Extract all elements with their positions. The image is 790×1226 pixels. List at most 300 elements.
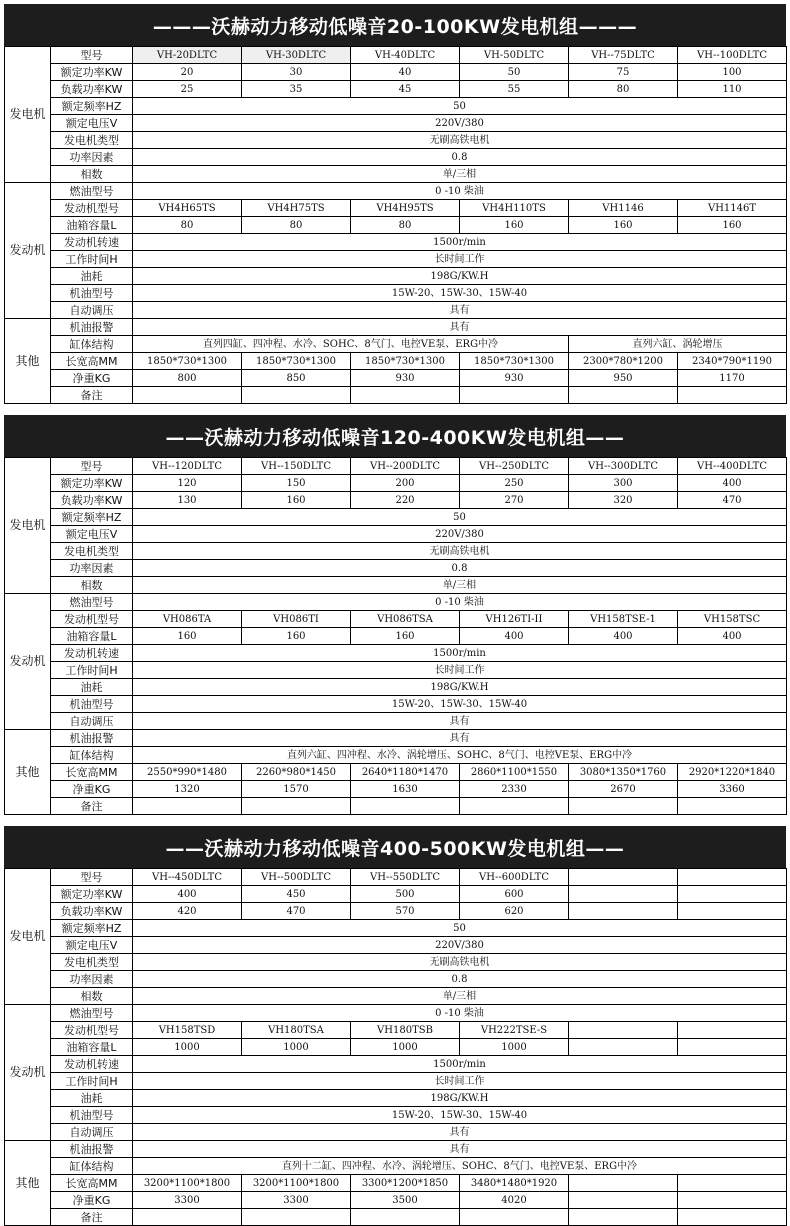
row-label: 备注 <box>51 1209 133 1226</box>
value-cell: 单/三相 <box>133 577 787 594</box>
row-dims <box>5 764 787 781</box>
empty-cell <box>242 798 351 815</box>
row-label: 相数 <box>51 988 133 1005</box>
model-cell: VH--120DLTC <box>133 458 242 475</box>
row-phases <box>5 577 787 594</box>
empty-cell <box>569 798 678 815</box>
row-label: 额定功率KW <box>51 64 133 81</box>
row-work-time <box>5 251 787 268</box>
value-cell: 1850*730*1300 <box>133 353 242 370</box>
row-label: 长宽高MM <box>51 1175 133 1192</box>
value-cell: 3500 <box>351 1192 460 1209</box>
row-model <box>5 47 787 64</box>
value-cell: 55 <box>460 81 569 98</box>
value-cell: 无刷高铁电机 <box>133 543 787 560</box>
row-gen-type <box>5 954 787 971</box>
value-cell: 无刷高铁电机 <box>133 954 787 971</box>
value-cell: 2670 <box>569 781 678 798</box>
value-cell: 长时间工作 <box>133 662 787 679</box>
value-cell <box>678 1192 787 1209</box>
value-cell: 160 <box>242 492 351 509</box>
row-label: 燃油型号 <box>51 594 133 611</box>
value-cell: 1500r/min <box>133 1056 787 1073</box>
row-auto-reg <box>5 302 787 319</box>
value-cell: 850 <box>242 370 351 387</box>
model-cell: VH--450DLTC <box>133 869 242 886</box>
row-label: 额定频率HZ <box>51 98 133 115</box>
value-cell: 160 <box>242 628 351 645</box>
section-400-500kw <box>4 826 786 1226</box>
row-tank <box>5 1039 787 1056</box>
row-label: 净重KG <box>51 1192 133 1209</box>
row-label: 负载功率KW <box>51 903 133 920</box>
row-weight <box>5 370 787 387</box>
model-cell: VH-40DLTC <box>351 47 460 64</box>
value-cell: 长时间工作 <box>133 1073 787 1090</box>
value-cell: 130 <box>133 492 242 509</box>
value-cell: 1850*730*1300 <box>351 353 460 370</box>
row-label: 负载功率KW <box>51 492 133 509</box>
value-cell: 0 -10 柴油 <box>133 594 787 611</box>
value-cell: 800 <box>133 370 242 387</box>
model-cell: VH--500DLTC <box>242 869 351 886</box>
empty-cell <box>133 387 242 404</box>
value-cell: 400 <box>460 628 569 645</box>
value-cell: 20 <box>133 64 242 81</box>
row-label: 自动调压 <box>51 1124 133 1141</box>
empty-cell <box>242 1209 351 1226</box>
row-label: 发动机型号 <box>51 1022 133 1039</box>
model-cell: VH-20DLTC <box>133 47 242 64</box>
empty-cell <box>678 1209 787 1226</box>
value-cell: 110 <box>678 81 787 98</box>
value-cell: 4020 <box>460 1192 569 1209</box>
value-cell: 470 <box>242 903 351 920</box>
row-fuel-consumption <box>5 679 787 696</box>
model-cell: VH-50DLTC <box>460 47 569 64</box>
value-cell: 1000 <box>351 1039 460 1056</box>
value-cell <box>569 1192 678 1209</box>
value-cell <box>569 1022 678 1039</box>
row-rated-freq <box>5 920 787 937</box>
row-oil-type <box>5 696 787 713</box>
row-label: 负载功率KW <box>51 81 133 98</box>
value-cell: 220 <box>351 492 460 509</box>
row-load-power <box>5 492 787 509</box>
row-label: 油箱容量L <box>51 217 133 234</box>
value-cell: 50 <box>460 64 569 81</box>
group-engine: 发动机 <box>5 183 51 319</box>
row-phases <box>5 166 787 183</box>
value-cell: 45 <box>351 81 460 98</box>
value-cell: 150 <box>242 475 351 492</box>
value-cell: 35 <box>242 81 351 98</box>
value-cell: 30 <box>242 64 351 81</box>
row-label: 额定电压V <box>51 937 133 954</box>
value-cell: 15W-20、15W-30、15W-40 <box>133 285 787 302</box>
model-cell: VH--300DLTC <box>569 458 678 475</box>
group-other: 其他 <box>5 319 51 404</box>
value-cell: 320 <box>569 492 678 509</box>
row-label: 油箱容量L <box>51 628 133 645</box>
value-cell: 直列四缸、四冲程、水冷、SOHC、8气门、电控VE泵、ERG中冷 <box>133 336 569 353</box>
model-cell: VH--150DLTC <box>242 458 351 475</box>
row-rated-freq <box>5 98 787 115</box>
empty-cell <box>678 387 787 404</box>
model-cell: VH--100DLTC <box>678 47 787 64</box>
row-label: 油耗 <box>51 1090 133 1107</box>
row-label: 油耗 <box>51 679 133 696</box>
value-cell <box>678 1175 787 1192</box>
value-cell <box>678 1022 787 1039</box>
row-label: 型号 <box>51 869 133 886</box>
empty-cell <box>133 1209 242 1226</box>
row-label: 额定电压V <box>51 115 133 132</box>
value-cell: 160 <box>133 628 242 645</box>
model-cell: VH--200DLTC <box>351 458 460 475</box>
row-weight <box>5 1192 787 1209</box>
value-cell: 具有 <box>133 302 787 319</box>
value-cell: 3200*1100*1800 <box>133 1175 242 1192</box>
row-label: 机油型号 <box>51 285 133 302</box>
value-cell: 2300*780*1200 <box>569 353 678 370</box>
row-load-power <box>5 903 787 920</box>
row-rated-volt <box>5 937 787 954</box>
value-cell: 1500r/min <box>133 234 787 251</box>
value-cell: 600 <box>460 886 569 903</box>
row-label: 油耗 <box>51 268 133 285</box>
value-cell <box>678 903 787 920</box>
empty-cell <box>351 1209 460 1226</box>
row-label: 工作时间H <box>51 1073 133 1090</box>
value-cell: 1850*730*1300 <box>460 353 569 370</box>
empty-cell <box>569 387 678 404</box>
value-cell: 2260*980*1450 <box>242 764 351 781</box>
value-cell: 198G/KW.H <box>133 679 787 696</box>
row-label: 发动机转速 <box>51 234 133 251</box>
value-cell: 250 <box>460 475 569 492</box>
value-cell: 具有 <box>133 1124 787 1141</box>
value-cell: 25 <box>133 81 242 98</box>
row-label: 发动机型号 <box>51 200 133 217</box>
row-tank <box>5 628 787 645</box>
row-label: 长宽高MM <box>51 353 133 370</box>
section-gap <box>4 815 786 826</box>
value-cell: VH158TSD <box>133 1022 242 1039</box>
value-cell: 3480*1480*1920 <box>460 1175 569 1192</box>
row-model <box>5 869 787 886</box>
row-model <box>5 458 787 475</box>
value-cell: 220V/380 <box>133 937 787 954</box>
value-cell: 0.8 <box>133 149 787 166</box>
row-weight <box>5 781 787 798</box>
value-cell: 570 <box>351 903 460 920</box>
row-engine-model <box>5 200 787 217</box>
value-cell: 具有 <box>133 1141 787 1158</box>
value-cell: 长时间工作 <box>133 251 787 268</box>
model-cell: VH--600DLTC <box>460 869 569 886</box>
value-cell: 2330 <box>460 781 569 798</box>
row-label: 发动机转速 <box>51 1056 133 1073</box>
value-cell: 1170 <box>678 370 787 387</box>
value-cell: VH086TSA <box>351 611 460 628</box>
value-cell: 400 <box>569 628 678 645</box>
value-cell: 具有 <box>133 730 787 747</box>
value-cell: 3300*1200*1850 <box>351 1175 460 1192</box>
value-cell: 0.8 <box>133 971 787 988</box>
value-cell: VH086TI <box>242 611 351 628</box>
model-cell: VH-30DLTC <box>242 47 351 64</box>
value-cell: VH158TSE-1 <box>569 611 678 628</box>
spec-sheet <box>4 4 786 1226</box>
group-engine: 发动机 <box>5 594 51 730</box>
value-cell: 1630 <box>351 781 460 798</box>
value-cell: VH4H110TS <box>460 200 569 217</box>
row-oil-alarm <box>5 319 787 336</box>
value-cell: 具有 <box>133 713 787 730</box>
row-cylinder <box>5 1158 787 1175</box>
row-label: 机油型号 <box>51 696 133 713</box>
value-cell: 1000 <box>133 1039 242 1056</box>
row-label: 型号 <box>51 458 133 475</box>
group-generator: 发电机 <box>5 458 51 594</box>
row-label: 工作时间H <box>51 251 133 268</box>
section-gap <box>4 404 786 415</box>
row-label: 备注 <box>51 798 133 815</box>
value-cell: 450 <box>242 886 351 903</box>
value-cell: 198G/KW.H <box>133 1090 787 1107</box>
row-label: 相数 <box>51 577 133 594</box>
row-fuel <box>5 594 787 611</box>
section-title: ——沃赫动力移动低噪音400-500KW发电机组—— <box>4 826 786 868</box>
row-label: 自动调压 <box>51 713 133 730</box>
row-label: 额定频率HZ <box>51 509 133 526</box>
row-label: 机油报警 <box>51 1141 133 1158</box>
value-cell: 220V/380 <box>133 526 787 543</box>
value-cell: 1850*730*1300 <box>242 353 351 370</box>
row-dims <box>5 353 787 370</box>
value-cell: 直列六缸、四冲程、水冷、涡轮增压、SOHC、8气门、电控VE泵、ERG中冷 <box>133 747 787 764</box>
model-cell: VH--550DLTC <box>351 869 460 886</box>
value-cell: 270 <box>460 492 569 509</box>
model-cell: VH--250DLTC <box>460 458 569 475</box>
value-cell: 50 <box>133 509 787 526</box>
value-cell: 198G/KW.H <box>133 268 787 285</box>
value-cell: 50 <box>133 920 787 937</box>
row-auto-reg <box>5 713 787 730</box>
empty-cell <box>460 1209 569 1226</box>
empty-cell <box>678 798 787 815</box>
value-cell: VH4H95TS <box>351 200 460 217</box>
value-cell: 直列十二缸、四冲程、水冷、涡轮增压、SOHC、8气门、电控VE泵、ERG中冷 <box>133 1158 787 1175</box>
value-cell: VH1146 <box>569 200 678 217</box>
row-label: 发电机类型 <box>51 543 133 560</box>
row-label: 相数 <box>51 166 133 183</box>
value-cell: VH086TA <box>133 611 242 628</box>
row-work-time <box>5 662 787 679</box>
section-20-100kw <box>4 4 786 404</box>
empty-cell <box>351 387 460 404</box>
row-rated-freq <box>5 509 787 526</box>
row-label: 净重KG <box>51 781 133 798</box>
row-label: 长宽高MM <box>51 764 133 781</box>
row-label: 机油型号 <box>51 1107 133 1124</box>
row-speed <box>5 234 787 251</box>
row-label: 功率因素 <box>51 560 133 577</box>
row-fuel-consumption <box>5 268 787 285</box>
value-cell <box>569 1039 678 1056</box>
value-cell: 620 <box>460 903 569 920</box>
value-cell: 单/三相 <box>133 166 787 183</box>
row-remark <box>5 1209 787 1226</box>
value-cell: 160 <box>678 217 787 234</box>
value-cell: VH1146T <box>678 200 787 217</box>
value-cell: 0.8 <box>133 560 787 577</box>
value-cell: 单/三相 <box>133 988 787 1005</box>
row-label: 燃油型号 <box>51 1005 133 1022</box>
empty-cell <box>569 1209 678 1226</box>
spec-table <box>4 46 787 404</box>
row-label: 工作时间H <box>51 662 133 679</box>
row-label: 缸体结构 <box>51 336 133 353</box>
row-rated-volt <box>5 115 787 132</box>
value-cell: VH180TSB <box>351 1022 460 1039</box>
row-oil-type <box>5 285 787 302</box>
value-cell: 80 <box>133 217 242 234</box>
model-cell: VH--75DLTC <box>569 47 678 64</box>
value-cell: 400 <box>678 475 787 492</box>
value-cell: 950 <box>569 370 678 387</box>
value-cell: 1000 <box>460 1039 569 1056</box>
row-gen-type <box>5 543 787 560</box>
row-oil-type <box>5 1107 787 1124</box>
value-cell: 300 <box>569 475 678 492</box>
row-fuel <box>5 1005 787 1022</box>
empty-cell <box>133 798 242 815</box>
row-label: 油箱容量L <box>51 1039 133 1056</box>
value-cell: 80 <box>569 81 678 98</box>
value-cell: 3300 <box>133 1192 242 1209</box>
empty-cell <box>460 798 569 815</box>
group-generator: 发电机 <box>5 47 51 183</box>
value-cell: VH126TI-II <box>460 611 569 628</box>
value-cell: 15W-20、15W-30、15W-40 <box>133 696 787 713</box>
value-cell: 15W-20、15W-30、15W-40 <box>133 1107 787 1124</box>
group-generator: 发电机 <box>5 869 51 1005</box>
section-120-400kw <box>4 415 786 815</box>
row-gen-type <box>5 132 787 149</box>
value-cell: 930 <box>351 370 460 387</box>
value-cell: 1570 <box>242 781 351 798</box>
row-label: 额定电压V <box>51 526 133 543</box>
section-title: ——沃赫动力移动低噪音120-400KW发电机组—— <box>4 415 786 457</box>
section-title: ———沃赫动力移动低噪音20-100KW发电机组——— <box>4 4 786 46</box>
value-cell: 无刷高铁电机 <box>133 132 787 149</box>
value-cell: 420 <box>133 903 242 920</box>
model-cell: VH--400DLTC <box>678 458 787 475</box>
row-label: 机油报警 <box>51 730 133 747</box>
group-other: 其他 <box>5 1141 51 1226</box>
value-cell: 2920*1220*1840 <box>678 764 787 781</box>
row-power-factor <box>5 971 787 988</box>
row-oil-alarm <box>5 730 787 747</box>
value-cell <box>569 903 678 920</box>
group-other: 其他 <box>5 730 51 815</box>
value-cell <box>678 886 787 903</box>
row-cylinder <box>5 336 787 353</box>
value-cell: 3080*1350*1760 <box>569 764 678 781</box>
row-load-power <box>5 81 787 98</box>
value-cell: 160 <box>351 628 460 645</box>
row-power-factor <box>5 560 787 577</box>
row-auto-reg <box>5 1124 787 1141</box>
row-rated-volt <box>5 526 787 543</box>
value-cell: 120 <box>133 475 242 492</box>
value-cell: 2860*1100*1550 <box>460 764 569 781</box>
row-rated-power <box>5 64 787 81</box>
spec-table <box>4 457 787 815</box>
row-label: 燃油型号 <box>51 183 133 200</box>
spec-table <box>4 868 787 1226</box>
value-cell: 0 -10 柴油 <box>133 1005 787 1022</box>
row-label: 额定功率KW <box>51 886 133 903</box>
row-remark <box>5 798 787 815</box>
value-cell: VH4H75TS <box>242 200 351 217</box>
value-cell: 75 <box>569 64 678 81</box>
row-label: 额定功率KW <box>51 475 133 492</box>
row-label: 发电机类型 <box>51 954 133 971</box>
value-cell: 直列六缸、涡轮增压 <box>569 336 787 353</box>
row-fuel-consumption <box>5 1090 787 1107</box>
model-cell <box>569 869 678 886</box>
value-cell: 3200*1100*1800 <box>242 1175 351 1192</box>
value-cell: 40 <box>351 64 460 81</box>
value-cell: 930 <box>460 370 569 387</box>
row-label: 缸体结构 <box>51 1158 133 1175</box>
value-cell: 2640*1180*1470 <box>351 764 460 781</box>
row-speed <box>5 1056 787 1073</box>
row-oil-alarm <box>5 1141 787 1158</box>
row-engine-model <box>5 1022 787 1039</box>
value-cell: 1000 <box>242 1039 351 1056</box>
row-label: 功率因素 <box>51 149 133 166</box>
row-power-factor <box>5 149 787 166</box>
value-cell: VH222TSE-S <box>460 1022 569 1039</box>
empty-cell <box>460 387 569 404</box>
value-cell: 3300 <box>242 1192 351 1209</box>
empty-cell <box>242 387 351 404</box>
value-cell: 3360 <box>678 781 787 798</box>
row-tank <box>5 217 787 234</box>
value-cell: 400 <box>678 628 787 645</box>
row-remark <box>5 387 787 404</box>
row-cylinder <box>5 747 787 764</box>
model-cell <box>678 869 787 886</box>
empty-cell <box>351 798 460 815</box>
row-label: 发电机类型 <box>51 132 133 149</box>
row-engine-model <box>5 611 787 628</box>
value-cell: 400 <box>133 886 242 903</box>
value-cell: 500 <box>351 886 460 903</box>
value-cell: 220V/380 <box>133 115 787 132</box>
value-cell: 160 <box>460 217 569 234</box>
value-cell: VH180TSA <box>242 1022 351 1039</box>
value-cell: 470 <box>678 492 787 509</box>
value-cell: VH158TSC <box>678 611 787 628</box>
row-speed <box>5 645 787 662</box>
row-fuel <box>5 183 787 200</box>
group-engine: 发动机 <box>5 1005 51 1141</box>
